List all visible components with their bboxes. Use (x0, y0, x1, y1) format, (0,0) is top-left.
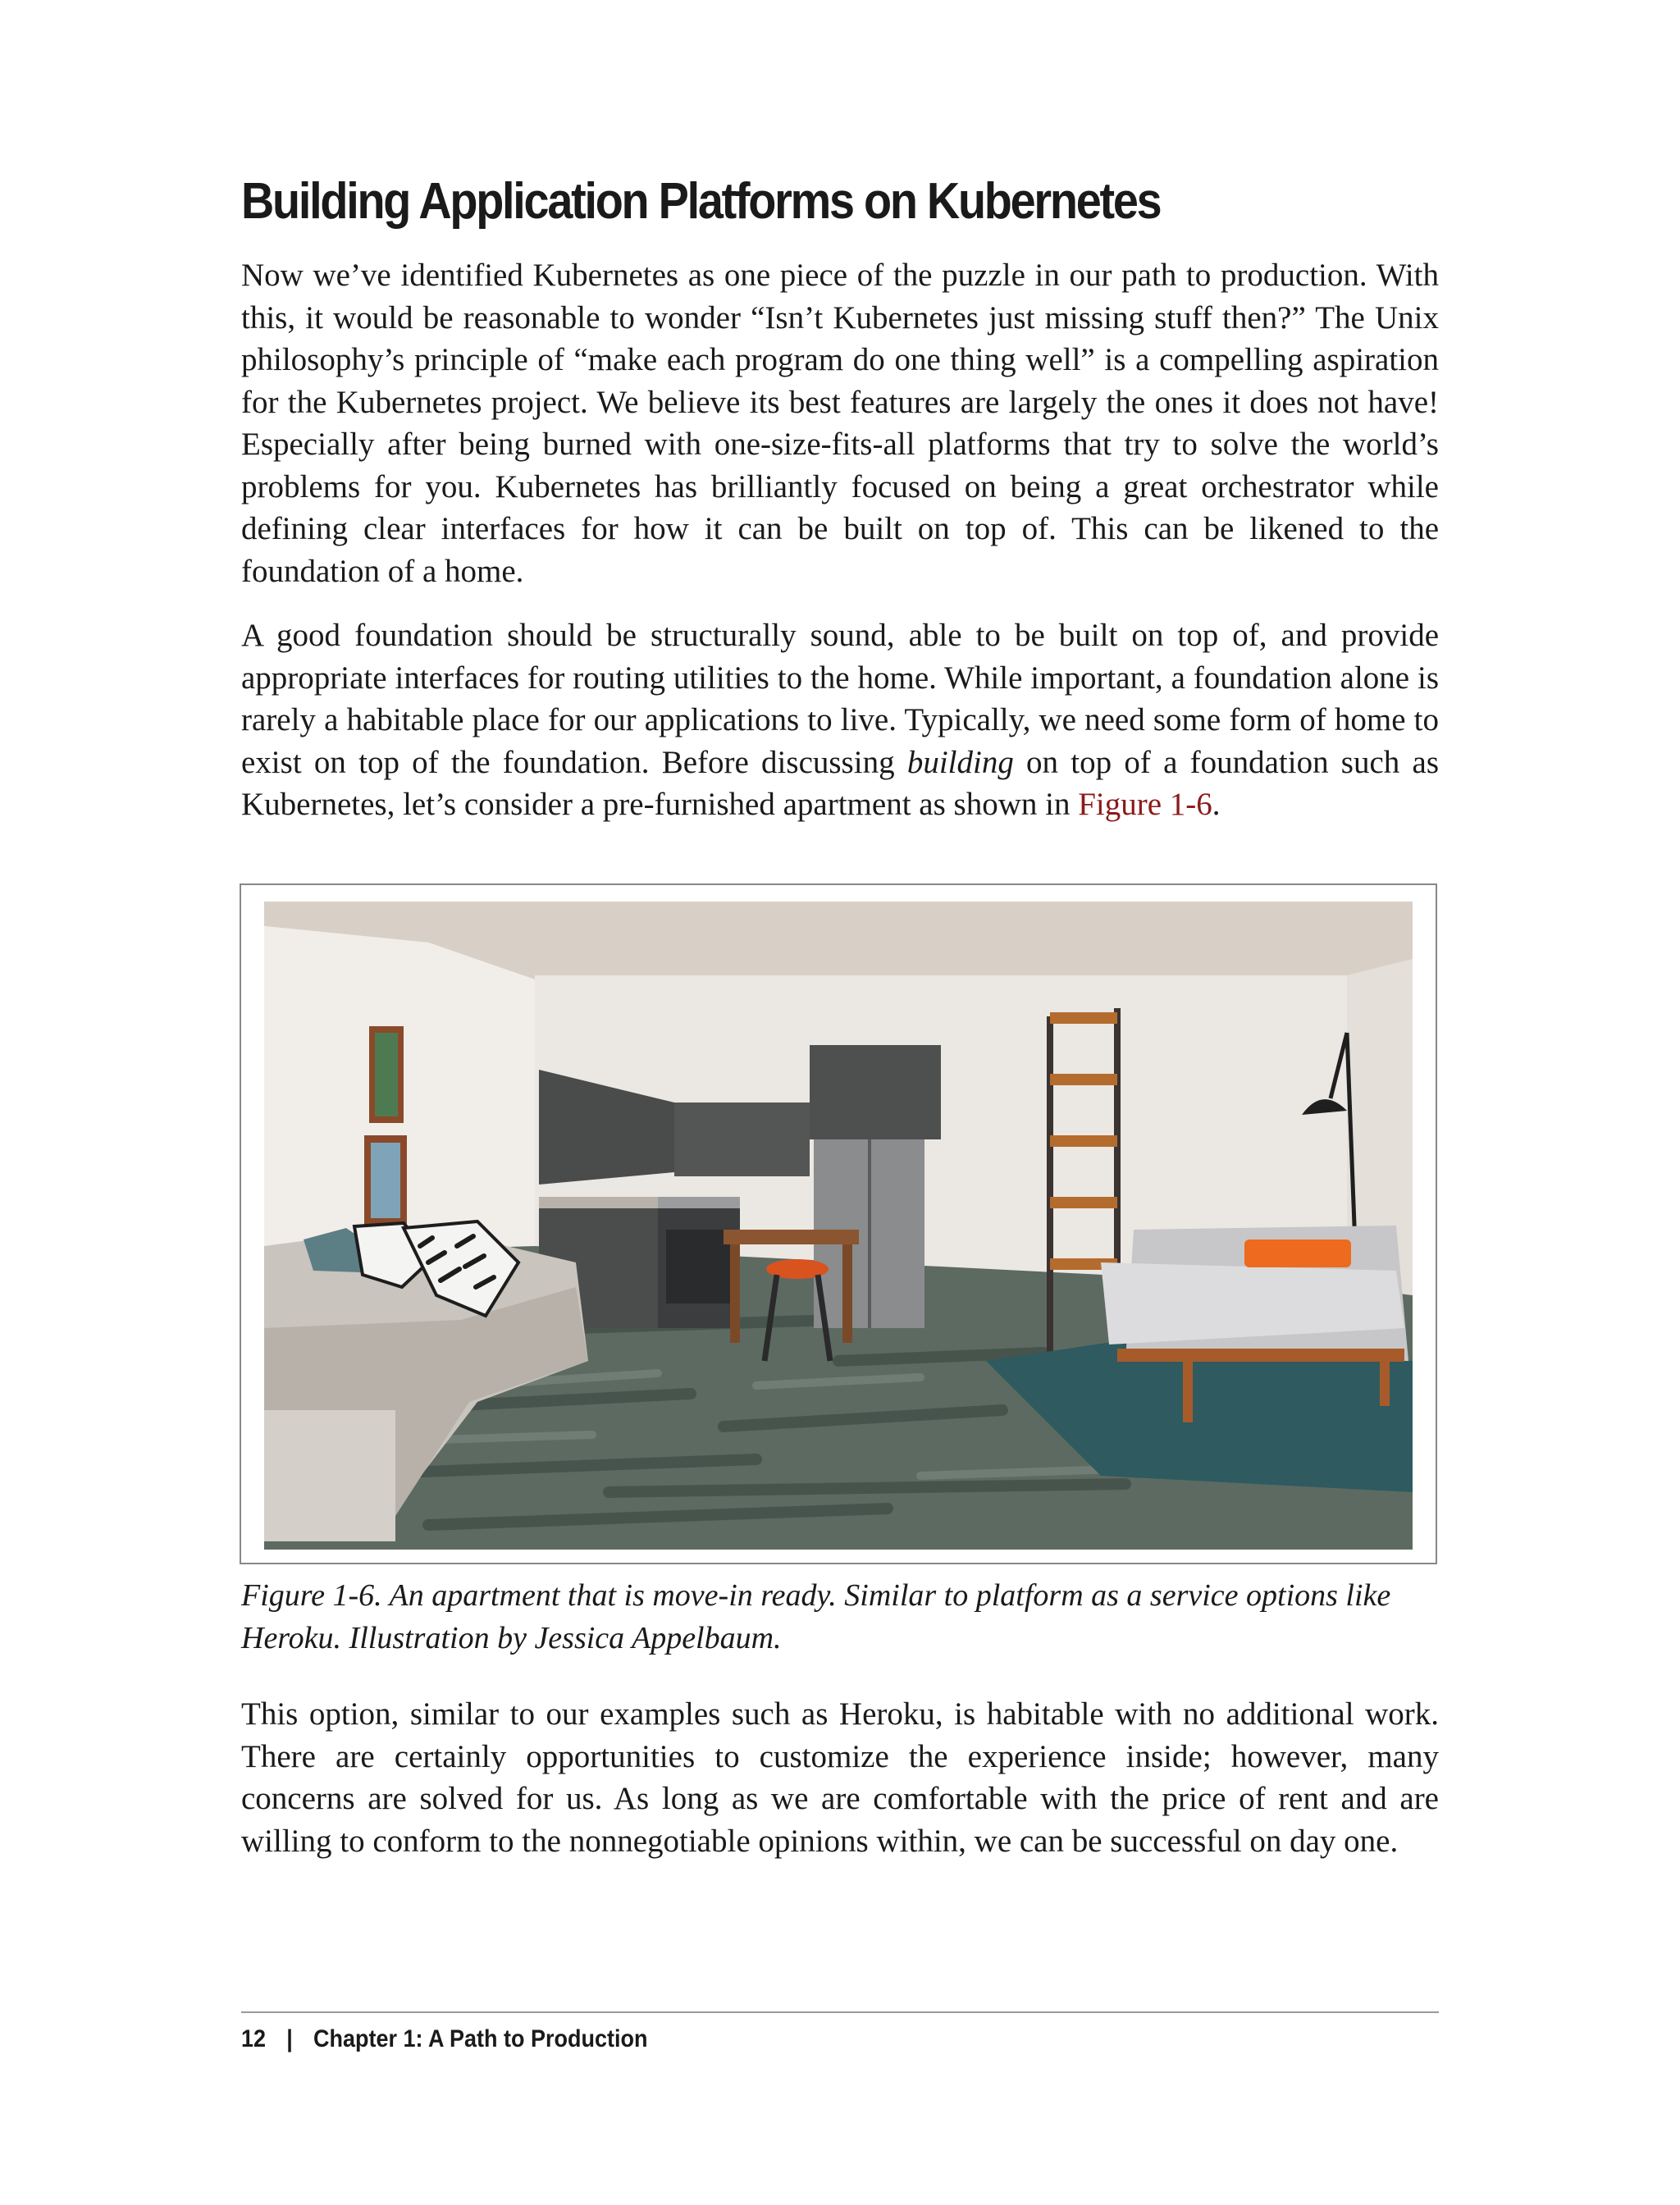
figure-caption: Figure 1-6. An apartment that is move-in ready. Similar to platform as a service options like Heroku. Illustration by Jessica Appelbaum. (241, 1578, 1391, 1655)
paragraph-3: This option, similar to our examples such as Heroku, is habitable with no additional work. There are certainly opportunities to customize the experience inside; however, many concerns are solved for us. As long as we are comfortable with the price of rent and are willing to conform to the nonnegotiable opinions within, we can be successful on day one. (241, 1696, 1439, 1859)
paragraph-2-text-b: on top of a foundation such as Kubernetes, let’s consider a pre-furnished apartment as shown in (241, 744, 1440, 822)
emphasis-building: building (906, 744, 1014, 780)
footer-rule (241, 2011, 1439, 2013)
paragraph-2-text-a: A good foundation should be structurally sound, able to be built on top of, and provide appropriate interfaces for routing utilities to the home. While important, a foundation alone is rarely a habitable place for our applications to live. Typically, we need some form of home to exist on top of the foundation. Before discussing (241, 618, 1439, 780)
apartment-illustration (264, 902, 1413, 1550)
paragraph-1: Now we’ve identified Kubernetes as one piece of the puzzle in our path to production. With this, it would be reasonable to wonder “Isn’t Kubernetes just missing stuff then?” The Unix philosophy’s principle of “make each program do one thing well” is a compelling aspiration for the Kubernetes project. We believe its best features are largely the ones it does not have! Especially after being burned with one-size-fits-all platforms that try to solve the world’s problems for you. Kubernetes has brilliantly focused on being a great orchestrator while defining clear interfaces for how it can be built on top of. This can be likened to the foundation of a home. (241, 258, 1439, 589)
paragraph-2 (241, 614, 1439, 826)
chapter-title: Chapter 1: A Path to Production (313, 2025, 648, 2052)
footer-separator: | (286, 2025, 293, 2052)
page-number: 12 (241, 2025, 267, 2052)
page-footer (241, 2023, 648, 2056)
figure-frame (240, 883, 1437, 1564)
paragraph-2-end: . (1212, 787, 1221, 822)
figure-link[interactable]: Figure 1-6 (1078, 787, 1212, 822)
section-heading: Building Application Platforms on Kubernetes (241, 173, 1161, 230)
